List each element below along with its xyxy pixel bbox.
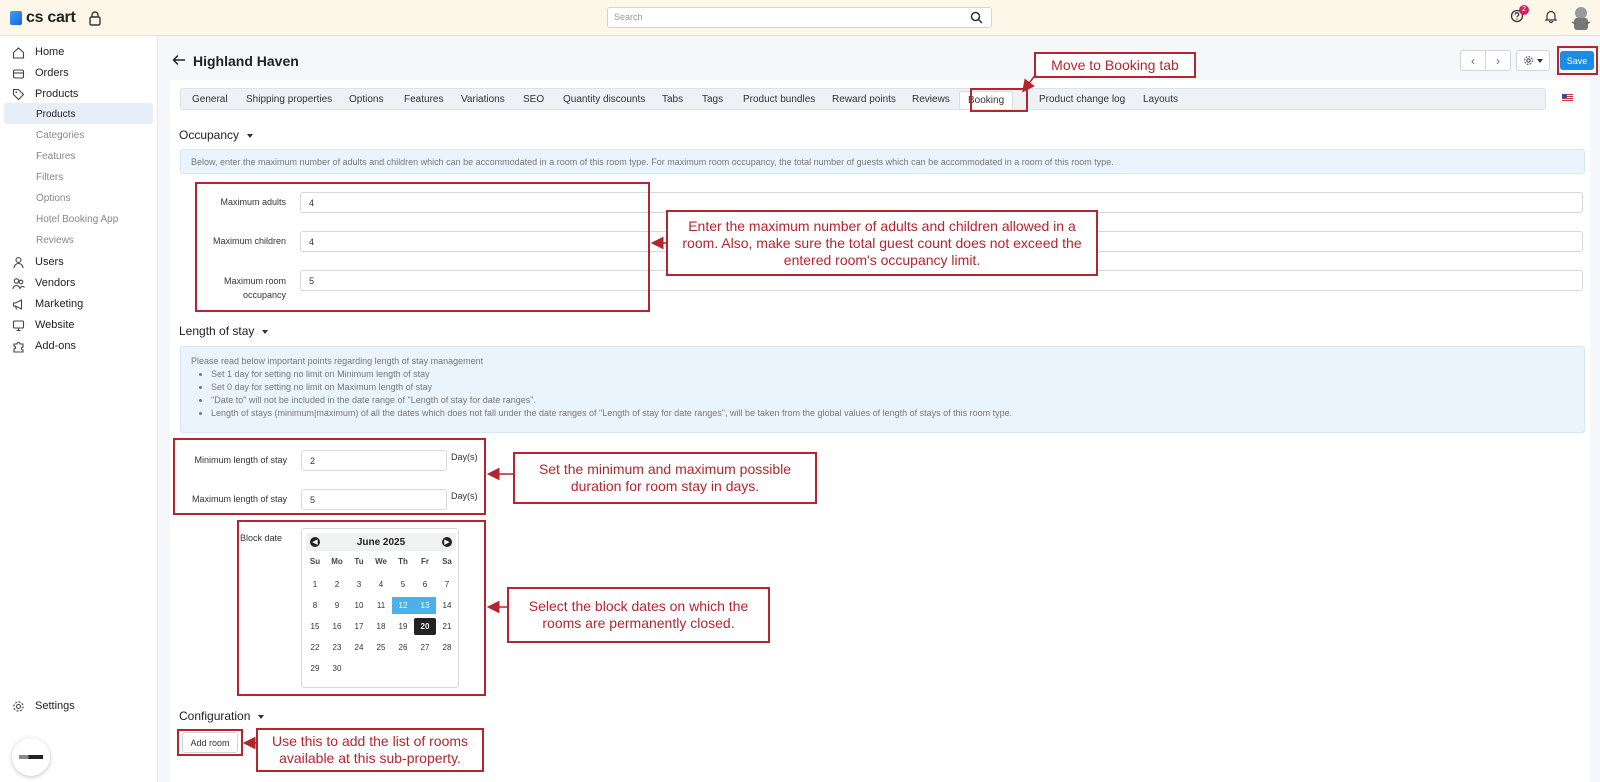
max-stay-input[interactable]: 5 (301, 489, 447, 510)
page-title: Highland Haven (193, 53, 299, 69)
sidebar-item-label: Home (35, 46, 65, 58)
tab-reward-points[interactable]: Reward points (832, 94, 896, 105)
tab-shipping-properties[interactable]: Shipping properties (246, 94, 333, 105)
puzzle-icon (12, 340, 25, 353)
calendar-day[interactable]: 4 (378, 580, 384, 589)
calendar-day[interactable]: 28 (442, 643, 452, 652)
calendar-day[interactable]: 15 (310, 622, 320, 631)
sidebar-item-users[interactable] (12, 253, 64, 271)
sidebar-item-products[interactable] (12, 85, 78, 103)
vendors-icon (12, 277, 25, 290)
max-stay-unit: Day(s) (451, 491, 478, 501)
calendar-day[interactable]: 12 (392, 597, 414, 614)
calendar-day[interactable]: 10 (354, 601, 364, 610)
calendar-day[interactable]: 27 (420, 643, 430, 652)
chevron-down-icon (258, 715, 264, 719)
sidebar-item-website[interactable] (12, 316, 75, 334)
calendar-month: June 2025 (356, 537, 406, 548)
user-avatar[interactable] (1568, 4, 1594, 32)
calendar-day[interactable]: 1 (312, 580, 318, 589)
calendar-day[interactable]: 21 (442, 622, 452, 631)
tab-bar (180, 88, 1546, 110)
calendar-day[interactable]: 17 (354, 622, 364, 631)
prev-button[interactable]: ‹ (1461, 51, 1486, 70)
max-adults-label: Maximum adults (220, 197, 286, 207)
sidebar-subitem-products[interactable]: Products (36, 109, 76, 120)
annotation-add-room: Use this to add the list of rooms available at this sub-property. (256, 728, 484, 772)
max-occupancy-input[interactable]: 5 (300, 270, 1583, 291)
sidebar-subitem-active-bg (4, 103, 153, 124)
info-list (211, 368, 1574, 420)
notification-badge: 2 (1519, 5, 1529, 15)
max-stay-label: Maximum length of stay (191, 494, 287, 504)
annotation-block-dates: Select the block dates on which the rooms are permanently closed. (507, 587, 770, 643)
info-point: • "Date to" will not be included in the date range of "Length of stay for date ranges". (211, 394, 1574, 407)
tab-general[interactable]: General (192, 94, 228, 105)
tab-layouts[interactable]: Layouts (1143, 94, 1179, 105)
sidebar-subitem-filters[interactable]: Filters (36, 172, 64, 183)
info-title: Please read below important points regarding length of stay management (191, 356, 484, 366)
annotation-length-of-stay: Set the minimum and maximum possible duration for room stay in days. (513, 452, 817, 504)
calendar-day[interactable]: 7 (444, 580, 450, 589)
max-children-input[interactable]: 4 (300, 231, 1583, 252)
search-placeholder: Search (614, 12, 643, 22)
min-stay-input[interactable]: 2 (301, 450, 447, 471)
home-icon (12, 46, 25, 59)
calendar-day[interactable]: 11 (376, 601, 386, 610)
tab-seo[interactable]: SEO (523, 94, 545, 105)
calendar-prev-icon[interactable]: ◀ (310, 537, 320, 547)
calendar-day[interactable]: 5 (400, 580, 406, 589)
save-button[interactable]: Save (1560, 51, 1594, 70)
length-of-stay-heading-label: Length of stay (179, 324, 255, 338)
calendar-weekday: Sa (442, 557, 452, 566)
calendar-day[interactable]: 13 (414, 597, 436, 614)
calendar-day[interactable]: 20 (414, 618, 436, 635)
sidebar-item-vendors[interactable] (12, 274, 75, 292)
user-icon (12, 256, 25, 269)
calendar-day[interactable]: 26 (398, 643, 408, 652)
configuration-heading-label: Configuration (179, 709, 251, 723)
info-point: • Set 0 day for setting no limit on Maximum length of stay (211, 381, 1574, 394)
sidebar-item-marketing[interactable] (12, 295, 83, 313)
search-icon[interactable] (970, 11, 983, 24)
chevron-down-icon (1537, 59, 1543, 63)
sidebar-item-label: Marketing (35, 298, 84, 310)
calendar-weekday: Fr (421, 557, 429, 566)
sidebar-item-settings[interactable] (12, 697, 75, 715)
tab-product-change-log[interactable]: Product change log (1039, 94, 1126, 105)
sidebar-item-label: Orders (35, 67, 69, 79)
tag-icon (12, 88, 25, 101)
tab-features[interactable]: Features (404, 94, 444, 105)
calendar-weekday: Tu (354, 557, 364, 566)
max-adults-input[interactable]: 4 (300, 192, 1583, 213)
sidebar-item-orders[interactable] (12, 64, 69, 82)
lock-icon[interactable] (88, 10, 102, 26)
sidebar-subitem-hotel-booking-app[interactable]: Hotel Booking App (36, 214, 119, 225)
gear-icon (1523, 55, 1534, 66)
calendar-day[interactable]: 22 (310, 643, 320, 652)
min-stay-unit: Day(s) (451, 452, 478, 462)
sidebar-item-label: Users (35, 256, 64, 268)
monitor-icon (12, 319, 25, 332)
help-icon[interactable] (1510, 6, 1526, 26)
prev-next-buttons (1460, 50, 1511, 71)
calendar-next-icon[interactable]: ▶ (442, 537, 452, 547)
tab-reviews[interactable]: Reviews (912, 94, 950, 105)
annotation-save-highlight (1557, 46, 1598, 75)
calendar-day[interactable]: 24 (354, 643, 364, 652)
bell-icon[interactable] (1544, 9, 1558, 23)
sidebar-subitem-categories[interactable]: Categories (36, 130, 85, 141)
megaphone-icon (12, 298, 25, 311)
info-point: • Set 1 day for setting no limit on Minimum length of stay (211, 368, 1574, 381)
next-button[interactable]: › (1496, 53, 1500, 68)
annotation-occupancy: Enter the maximum number of adults and children allowed in a room. Also, make sure the total guest count does not exceed the entered room's occupancy limit. (666, 210, 1098, 276)
tab-product-bundles[interactable]: Product bundles (743, 94, 816, 105)
gear-icon (12, 700, 25, 713)
cs-cart-logo[interactable] (10, 9, 76, 27)
brand-name: cs cart (26, 9, 76, 26)
calendar-weekday: Mo (331, 557, 343, 566)
add-room-button[interactable]: Add room (182, 732, 238, 753)
sidebar-item-label: Vendors (35, 277, 76, 289)
calendar-day[interactable]: 19 (398, 622, 408, 631)
occupancy-info: Below, enter the maximum number of adults and children which can be accommodated in a room of this room type. For maximum room occupancy, the total number of guests which can be accommodated in a room of this room type. (180, 149, 1585, 174)
sidebar-item-label: Products (35, 88, 79, 100)
annotation-block-date-highlight (237, 520, 486, 696)
sidebar-item-add-ons[interactable] (12, 337, 76, 355)
sidebar-subitem-options[interactable]: Options (36, 193, 71, 204)
calendar-day[interactable]: 6 (422, 580, 428, 589)
annotation-booking-tab-highlight (970, 88, 1028, 112)
sidebar-item-label: Settings (35, 700, 75, 712)
occupancy-heading-label: Occupancy (179, 128, 240, 142)
length-of-stay-heading[interactable] (179, 324, 268, 338)
calendar-day[interactable]: 18 (376, 622, 386, 631)
annotation-add-room-highlight (177, 729, 243, 756)
calendar-day[interactable]: 3 (356, 580, 362, 589)
top-bar (0, 0, 1600, 36)
tab-tags[interactable]: Tags (702, 94, 724, 105)
occupancy-heading[interactable] (179, 128, 253, 142)
calendar-day[interactable]: 23 (332, 643, 342, 652)
calendar-day[interactable]: 14 (442, 601, 452, 610)
max-children-label: Maximum children (212, 236, 286, 246)
block-date-label: Block date (240, 533, 283, 543)
configuration-heading[interactable] (179, 709, 264, 723)
info-point: • Length of stays (minimum|maximum) of all the dates which does not fall under the date ranges of "Length of stay for date ranges", will be taken from the global values of length of stays of this room type. (211, 407, 1574, 420)
sidebar-item-label: Add-ons (35, 340, 76, 352)
max-occupancy-label: Maximum room occupancy (223, 276, 286, 300)
back-arrow-icon[interactable] (172, 54, 186, 66)
calendar-day[interactable]: 29 (310, 664, 320, 673)
sidebar-subitem-features[interactable]: Features (36, 151, 76, 162)
calendar-weekday: Su (309, 557, 321, 566)
calendar-day[interactable]: 25 (376, 643, 386, 652)
calendar-day[interactable]: 30 (332, 664, 342, 673)
logo-icon (10, 11, 22, 25)
annotation-booking-tab: Move to Booking tab (1034, 52, 1196, 78)
annotation-length-of-stay-highlight (173, 438, 486, 515)
settings-dropdown-button[interactable] (1516, 50, 1550, 71)
length-of-stay-info (180, 346, 1585, 433)
orders-icon (12, 67, 25, 80)
calendar-day[interactable]: 9 (334, 601, 340, 610)
annotation-occupancy-highlight (195, 182, 650, 312)
calendar-day[interactable]: 8 (312, 601, 318, 610)
language-flag-icon[interactable] (1562, 94, 1573, 102)
chevron-down-icon (262, 330, 268, 334)
sidebar-subitem-reviews[interactable]: Reviews (36, 235, 74, 246)
sidebar-item-label: Website (35, 319, 75, 331)
sidebar-item-home[interactable] (12, 43, 64, 61)
calendar-weekday: Th (398, 557, 408, 566)
tab-quantity-discounts[interactable]: Quantity discounts (563, 94, 646, 105)
search-input[interactable] (607, 7, 992, 28)
sidebar (0, 36, 158, 782)
tab-options[interactable]: Options (349, 94, 384, 105)
calendar-day[interactable]: 2 (334, 580, 340, 589)
vendor-logo-mark (19, 755, 43, 759)
calendar-weekday: We (375, 557, 387, 566)
vendor-logo-avatar[interactable] (12, 738, 50, 776)
tab-booking[interactable]: Booking (959, 91, 1013, 109)
chevron-down-icon (247, 134, 253, 138)
tab-variations[interactable]: Variations (461, 94, 505, 105)
tab-tabs[interactable]: Tabs (662, 94, 684, 105)
calendar-day[interactable]: 16 (332, 622, 342, 631)
min-stay-label: Minimum length of stay (194, 455, 287, 465)
